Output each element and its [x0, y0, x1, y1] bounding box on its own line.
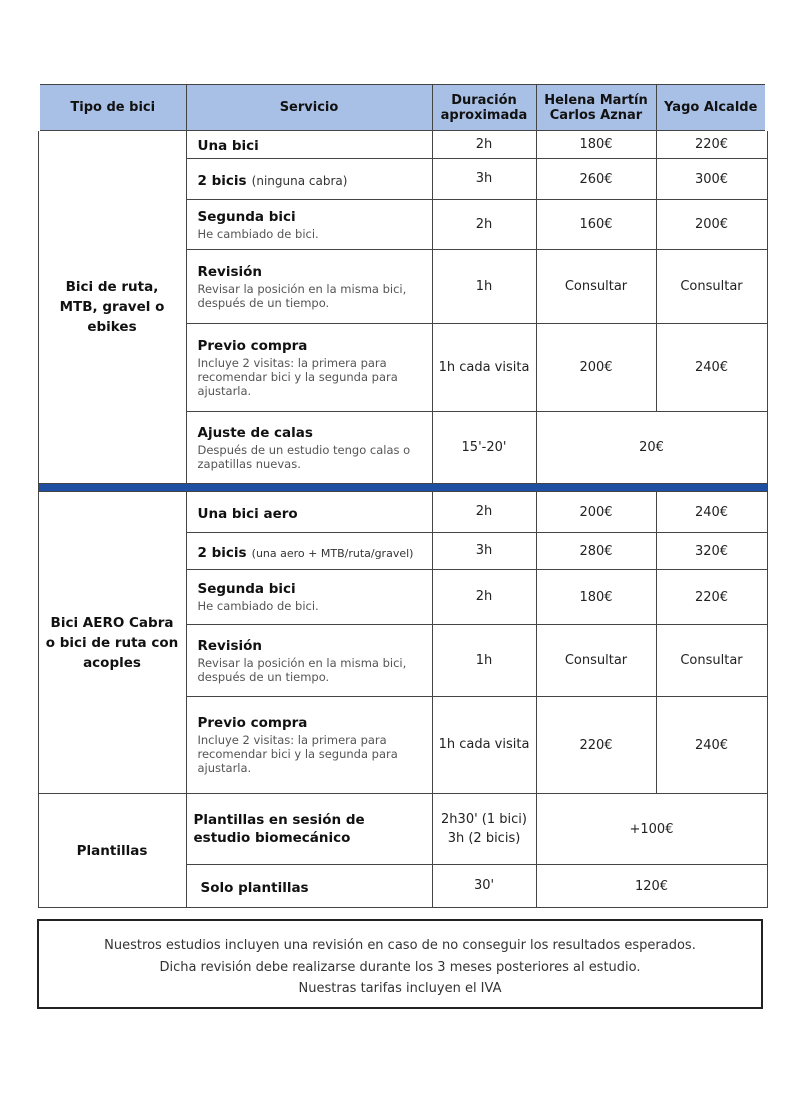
service-title: Ajuste de calas: [197, 424, 313, 441]
service-title: Una bici aero: [197, 505, 298, 522]
price-yago: Consultar: [656, 625, 767, 697]
section-separator: [38, 484, 767, 492]
price-yago: 320€: [656, 533, 767, 570]
table-row: [38, 794, 767, 865]
service-title: Solo plantillas: [200, 879, 309, 896]
service-cell: [186, 250, 432, 324]
duration-line-1: 2h30' (1 bici): [441, 812, 527, 827]
duration-cell: 1h: [432, 250, 536, 324]
price-shared: +100€: [536, 794, 767, 865]
price-helena: 260€: [536, 159, 656, 200]
duration-cell: 1h cada visita: [432, 697, 536, 794]
header-duracion: Duración aproximada: [432, 85, 536, 131]
service-cell: [186, 412, 432, 484]
duration-cell: 1h cada visita: [432, 324, 536, 412]
service-desc: Revisar la posición en la misma bici, después de un tiempo.: [197, 281, 407, 310]
service-title: Plantillas en sesión de estudio biomecánico: [193, 812, 365, 846]
service-cell: [186, 697, 432, 794]
section3-tipo: Plantillas: [38, 794, 186, 908]
price-yago: 240€: [656, 697, 767, 794]
table-header-row: [38, 85, 767, 131]
section1-tipo: Bici de ruta, MTB, gravel o ebikes: [38, 131, 186, 484]
price-yago: 240€: [656, 324, 767, 412]
service-cell: [186, 625, 432, 697]
service-title: Previo compra: [197, 337, 308, 354]
price-shared: 120€: [536, 865, 767, 908]
price-shared: 20€: [536, 412, 767, 484]
service-title: 2 bicis: [197, 544, 247, 561]
price-yago: 200€: [656, 200, 767, 250]
price-helena: 160€: [536, 200, 656, 250]
price-yago: 220€: [656, 131, 767, 159]
footer-notes: [37, 919, 763, 1009]
footer-line-2: Dicha revisión debe realizarse durante los 3 meses posteriores al estudio.: [159, 959, 641, 975]
service-cell: [186, 570, 432, 625]
service-cell: [186, 324, 432, 412]
service-title: Previo compra: [197, 715, 308, 731]
price-helena: Consultar: [536, 625, 656, 697]
duration-cell: 3h: [432, 533, 536, 570]
service-title: Segunda bici: [197, 581, 296, 597]
header-servicio: Servicio: [186, 85, 432, 131]
duration-cell: [432, 794, 536, 865]
service-cell: [186, 533, 432, 570]
duration-cell: 3h: [432, 159, 536, 200]
service-title: Revisión: [197, 637, 263, 654]
price-yago: 240€: [656, 492, 767, 533]
service-title: Una bici: [197, 138, 259, 154]
price-yago: 300€: [656, 159, 767, 200]
service-cell: [186, 492, 432, 533]
service-desc: Revisar la posición en la misma bici, después de un tiempo.: [197, 655, 407, 684]
service-desc: Incluye 2 visitas: la primera para recomendar bici y la segunda para ajustarla.: [197, 355, 398, 398]
service-title: Segunda bici: [197, 208, 296, 225]
duration-cell: 30': [432, 865, 536, 908]
price-yago: 220€: [656, 570, 767, 625]
footer-line-3: Nuestras tarifas incluyen el IVA: [298, 981, 502, 996]
service-cell: [186, 794, 432, 865]
price-helena: 200€: [536, 492, 656, 533]
service-desc: Incluye 2 visitas: la primera para recomendar bici y la segunda para ajustarla.: [197, 733, 398, 775]
price-helena: 280€: [536, 533, 656, 570]
section2-tipo: Bici AERO Cabra o bici de ruta con acoples: [38, 492, 186, 794]
duration-cell: 2h: [432, 570, 536, 625]
footer-line-1: Nuestros estudios incluyen una revisión en caso de no conseguir los resultados esperados.: [104, 938, 696, 953]
duration-cell: 2h: [432, 492, 536, 533]
price-helena: Consultar: [536, 250, 656, 324]
table-row: [38, 131, 767, 159]
price-helena: 180€: [536, 570, 656, 625]
table-row: [38, 492, 767, 533]
duration-cell: 15'-20': [432, 412, 536, 484]
header-helena: Helena Martín Carlos Aznar: [536, 85, 656, 131]
duration-cell: 1h: [432, 625, 536, 697]
service-desc: Después de un estudio tengo calas o zapatillas nuevas.: [197, 442, 411, 471]
service-cell: [186, 865, 432, 908]
service-desc: He cambiado de bici.: [197, 599, 319, 613]
duration-cell: 2h: [432, 131, 536, 159]
price-helena: 200€: [536, 324, 656, 412]
service-cell: [186, 159, 432, 200]
service-note: (una aero + MTB/ruta/gravel): [251, 546, 414, 560]
duration-line-2: 3h (2 bicis): [447, 831, 521, 846]
header-yago: Yago Alcalde: [656, 85, 767, 131]
price-yago: Consultar: [656, 250, 767, 324]
price-table: [36, 84, 769, 908]
service-note: (ninguna cabra): [251, 173, 348, 188]
service-title: 2 bicis: [197, 172, 247, 189]
duration-cell: 2h: [432, 200, 536, 250]
header-tipo: Tipo de bici: [38, 85, 186, 131]
price-helena: 220€: [536, 697, 656, 794]
service-title: Revisión: [197, 263, 263, 280]
service-cell: [186, 131, 432, 159]
price-helena: 180€: [536, 131, 656, 159]
service-cell: [186, 200, 432, 250]
service-desc: He cambiado de bici.: [197, 226, 319, 241]
